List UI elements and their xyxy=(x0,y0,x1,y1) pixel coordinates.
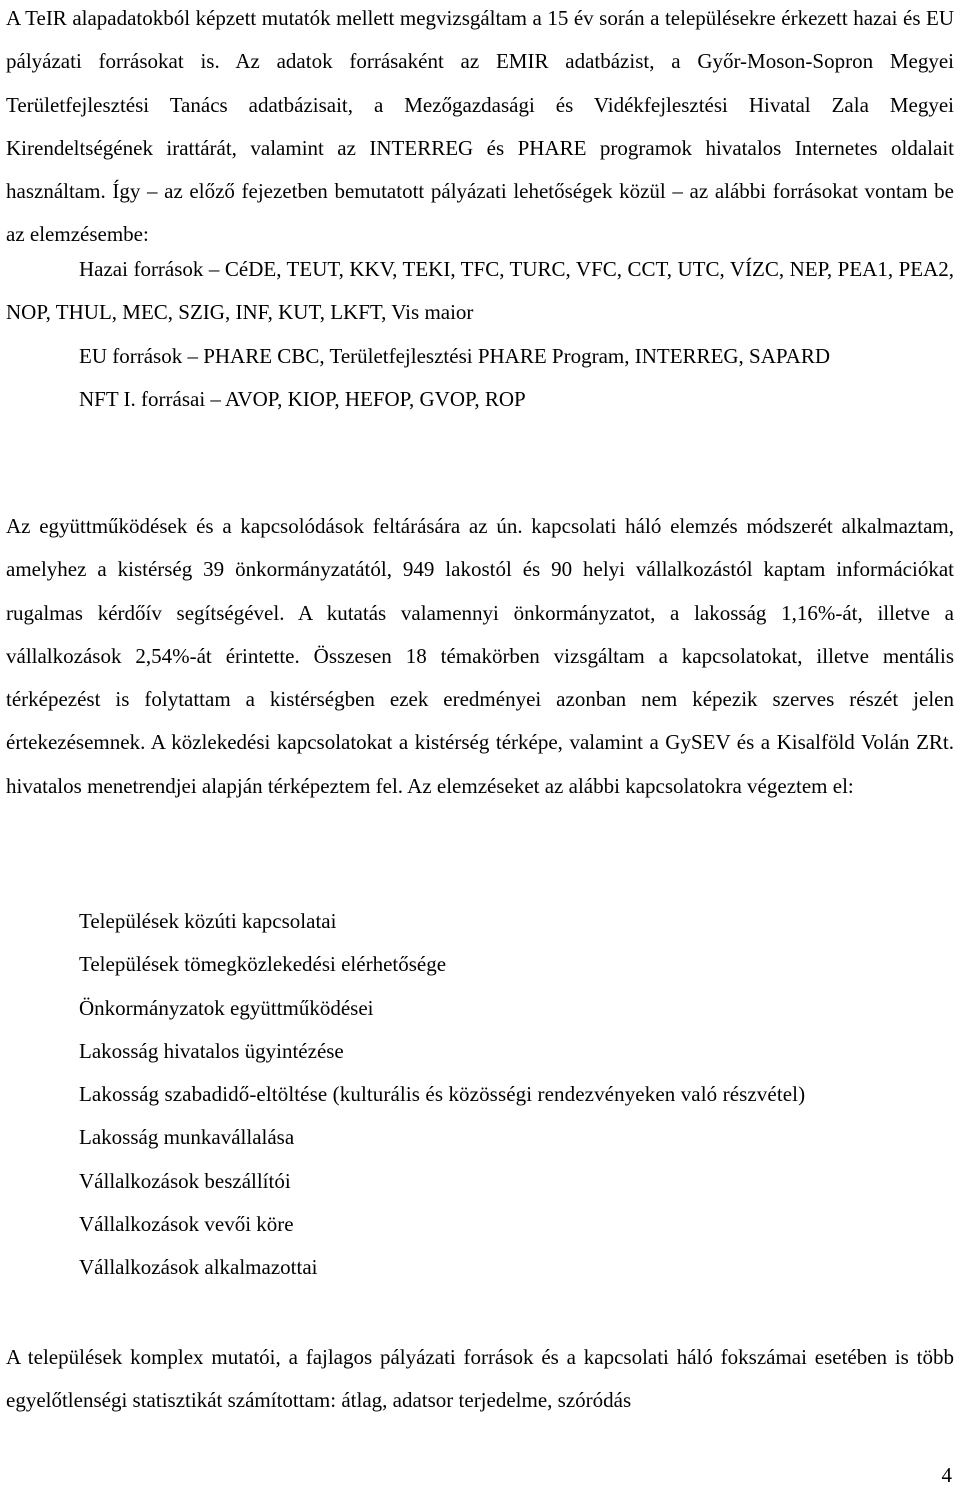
list-item: Települések tömegközlekedési elérhetősége xyxy=(79,952,447,977)
list-item: Vállalkozások beszállítói xyxy=(79,1168,291,1193)
paragraph-data-sources: A TeIR alapadatokból képzett mutatók mellett megvizsgáltam a 15 év során a településekre érkezett hazai és EU pályázati forrásokat is. Az adatok forrásaként az EMIR adatbázist, a Győr-Moson-Sopron Megyei Területfejlesztési Tanács adatbázisait, a Mezőgazdasági és Vidékfejlesztési Hivatal Zala Megyei Kirendeltségének irattárát, valamint az INTERREG és PHARE programok hivatalos Internetes oldalait használtam. Így – az előző fejezetben bemutatott pályázati lehetőségek közül – az alábbi forrásokat vontam be az elemzésembe: xyxy=(6,6,954,247)
list-item: Lakosság hivatalos ügyintézése xyxy=(79,1038,344,1063)
list-item: Lakosság munkavállalása xyxy=(79,1125,295,1150)
funding-sources-list xyxy=(6,248,954,421)
list-item-eu-sources: EU források – PHARE CBC, Területfejlesztési PHARE Program, INTERREG, SAPARD xyxy=(79,343,830,368)
paragraph-statistics: A települések komplex mutatói, a fajlagos pályázati források és a kapcsolati háló fokszámai esetében is több egyelőtlenségi statisztikát számítottam: átlag, adatsor terjedelme, szóródás xyxy=(6,1345,954,1413)
list-item-domestic-sources: Hazai források – CéDE, TEUT, KKV, TEKI, TFC, TURC, VFC, CCT, UTC, VÍZC, NEP, PEA1, PEA2, NOP, THUL, MEC, SZIG, INF, KUT, LKFT, Vis maior xyxy=(6,257,954,325)
paragraph-network-analysis: Az együttműködések és a kapcsolódások feltárására az ún. kapcsolati háló elemzés módszerét alkalmaztam, amelyhez a kistérség 39 önkormányzatától, 949 lakostól és 90 helyi vállalkozástól kaptam információkat rugalmas kérdőív segítségével. A kutatás valamennyi önkormányzatot, a lakosság 1,16%-át, illetve a vállalkozások 2,54%-át érintette. Összesen 18 témakörben vizsgáltam a kapcsolatokat, illetve mentális térképezést is folytattam a kistérségben ezek eredményei azonban nem képezik szerves részét jelen értekezésemnek. A közlekedési kapcsolatokat a kistérség térképe, valamint a GySEV és a Kisalföld Volán ZRt. hivatalos menetrendjei alapján térképeztem fel. Az elemzéseket az alábbi kapcsolatokra végeztem el: xyxy=(6,514,954,798)
list-item: Lakosság szabadidő-eltöltése (kulturális és közösségi rendezvényeken való részvétel) xyxy=(79,1082,806,1107)
relationship-topics-list xyxy=(6,900,954,1290)
list-item: Települések közúti kapcsolatai xyxy=(79,909,337,933)
list-item: Önkormányzatok együttműködései xyxy=(79,995,374,1020)
list-item: Vállalkozások vevői köre xyxy=(79,1212,294,1237)
page-number: 4 xyxy=(941,1463,952,1487)
list-item-nft-sources: NFT I. forrásai – AVOP, KIOP, HEFOP, GVOP, ROP xyxy=(79,386,526,411)
list-item: Vállalkozások alkalmazottai xyxy=(79,1255,318,1280)
